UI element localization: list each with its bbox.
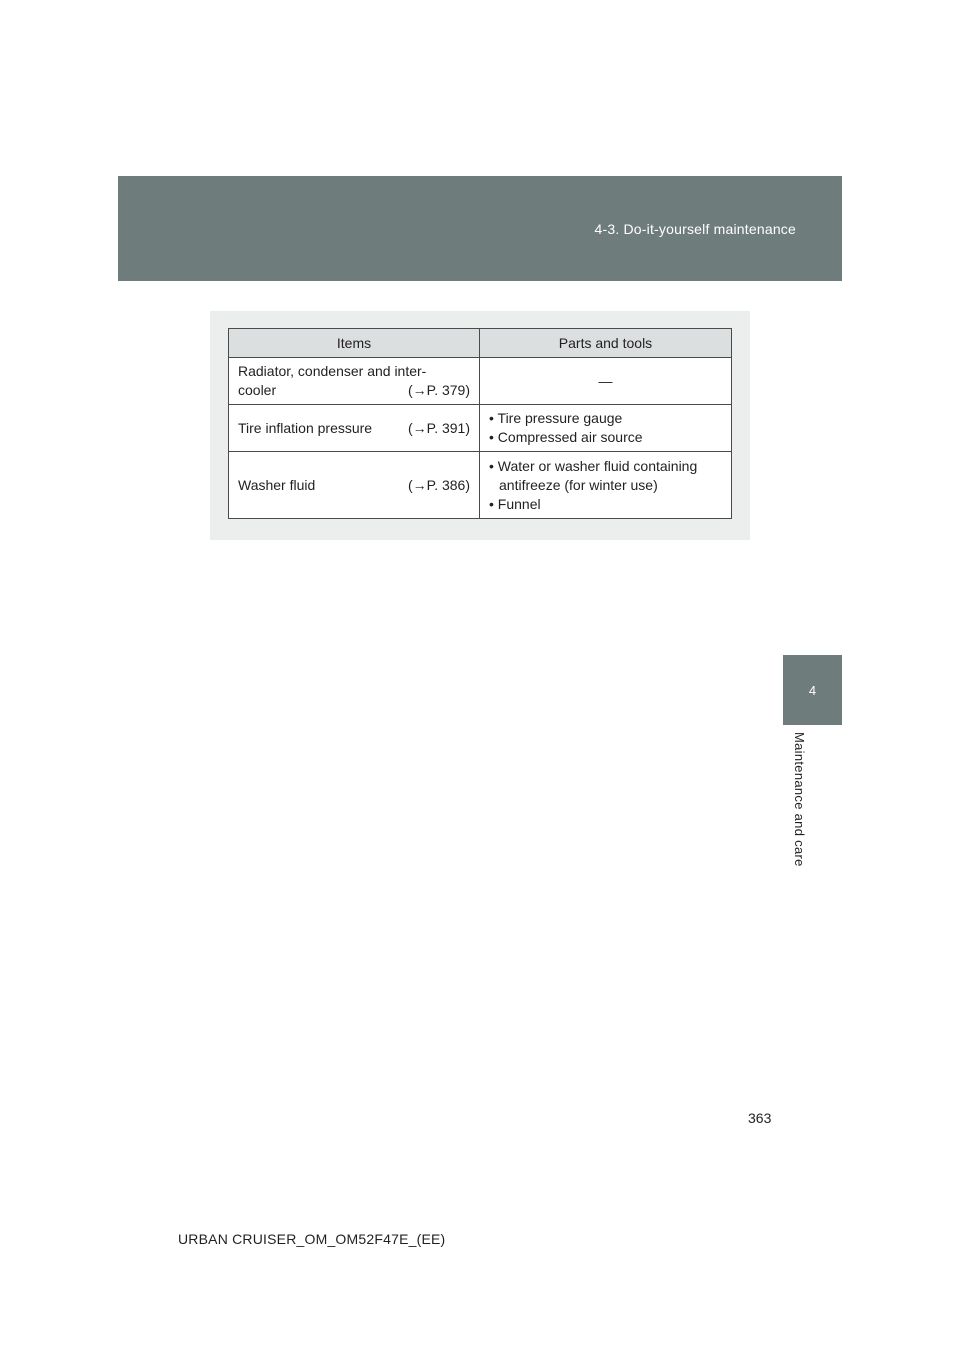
document-id: URBAN CRUISER_OM_OM52F47E_(EE) bbox=[178, 1231, 446, 1247]
item-name-line: Washer fluid bbox=[238, 476, 316, 493]
tools-cell bbox=[480, 405, 732, 452]
page-number: 363 bbox=[748, 1110, 772, 1126]
column-header-parts-and-tools: Parts and tools bbox=[480, 329, 732, 358]
tool-item: • Tire pressure gauge bbox=[489, 410, 623, 426]
column-header-items: Items bbox=[229, 329, 480, 358]
table-row bbox=[229, 452, 732, 519]
chapter-number: 4 bbox=[808, 683, 817, 698]
item-cell bbox=[229, 358, 480, 405]
tool-item-continuation: antifreeze (for winter use) bbox=[499, 476, 658, 493]
page-reference: (→P. 386) bbox=[408, 476, 470, 493]
tools-cell bbox=[480, 452, 732, 519]
tool-item: • Water or washer fluid containing bbox=[489, 457, 698, 474]
page-reference: (→P. 379) bbox=[408, 382, 470, 398]
section-header-band bbox=[118, 176, 842, 281]
section-title: 4-3. Do-it-yourself maintenance bbox=[594, 221, 796, 237]
item-name-line: Radiator, condenser and inter- bbox=[238, 363, 427, 379]
item-cell bbox=[229, 452, 480, 519]
item-name-line: Tire inflation pressure bbox=[238, 419, 373, 436]
maintenance-items-table bbox=[228, 328, 732, 519]
table-header-row bbox=[229, 329, 732, 358]
item-cell bbox=[229, 405, 480, 452]
tools-cell bbox=[480, 358, 732, 405]
chapter-tab bbox=[783, 655, 842, 725]
table-row bbox=[229, 405, 732, 452]
item-name-line: cooler bbox=[238, 382, 277, 398]
page-reference: (→P. 391) bbox=[408, 419, 470, 436]
table-panel bbox=[210, 311, 750, 540]
table-row bbox=[229, 358, 732, 405]
tool-item: • Compressed air source bbox=[489, 429, 643, 445]
tool-item: • Funnel bbox=[489, 495, 541, 512]
chapter-label: Maintenance and care bbox=[792, 732, 807, 867]
tools-none-dash: — bbox=[598, 372, 613, 389]
